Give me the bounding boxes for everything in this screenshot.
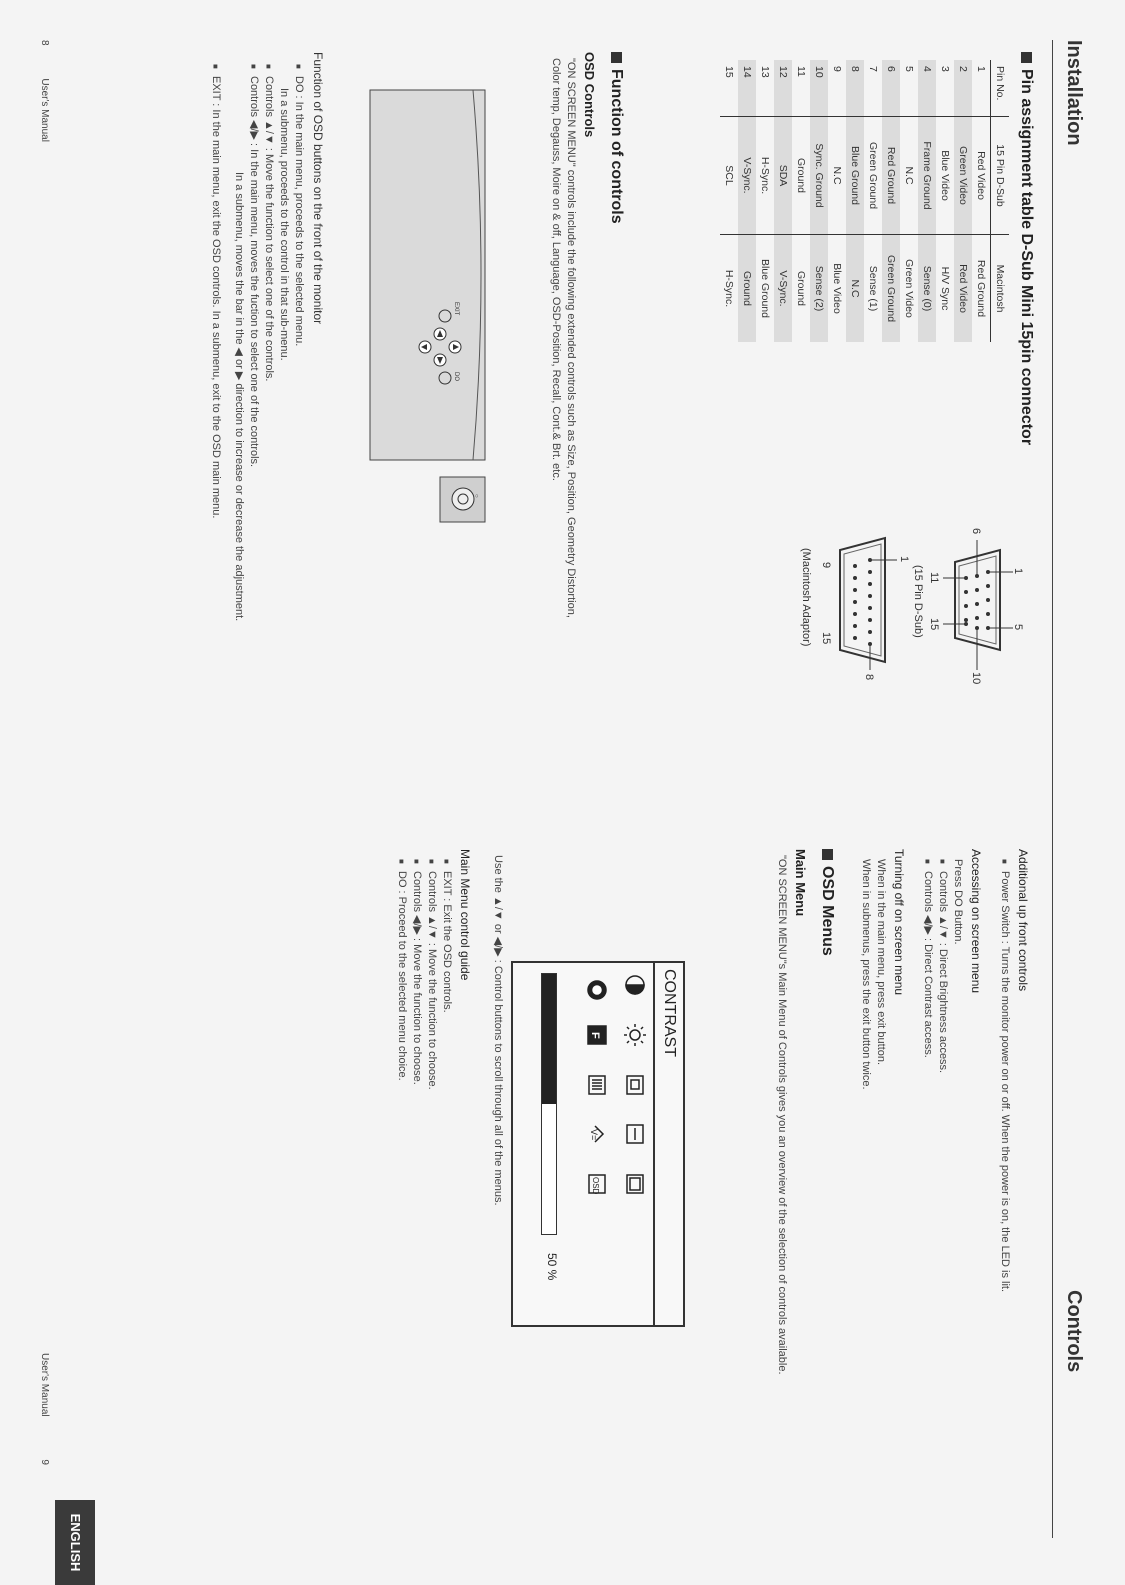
function-title — [607, 52, 625, 752]
pin-table-cell: H-Sync. — [723, 269, 735, 308]
pin-table-cell: Green Video — [954, 117, 972, 235]
pin-table-cell: SCL — [720, 117, 738, 235]
running-header-installation: Installation — [1063, 40, 1085, 146]
pin-table-cell: 10 — [810, 60, 828, 117]
dsub-15pin-diagram — [912, 528, 1024, 684]
footer-left — [39, 40, 50, 142]
osd-menus-title — [818, 849, 836, 1529]
mac-pin-label: 15 — [820, 632, 832, 645]
pin-table-cell: Blue Video — [936, 117, 954, 235]
right-top-section — [774, 849, 1040, 1529]
pin-table-cell: Ground — [795, 270, 807, 307]
turning-line: When in the main menu, press exit button. — [875, 859, 887, 1066]
pin-table-cell: 9 — [828, 60, 846, 117]
page-number: 8 — [39, 40, 50, 46]
mac-caption: (Macintosh Adaptor) — [800, 548, 812, 647]
mac-pin-label: 9 — [820, 562, 832, 569]
contrast-percent: 50 % — [545, 1253, 559, 1281]
guide-bullet: ■ DO : Proceed to the selected menu choice. — [394, 859, 409, 1529]
dsub-caption: (15 Pin D-Sub) — [912, 565, 924, 638]
moire-icon[interactable] — [589, 1076, 605, 1094]
contrast-icon[interactable] — [626, 976, 644, 994]
guide-bullet: ■ EXIT : Exit the OSD controls. — [439, 859, 454, 1529]
osd-menu-box — [511, 961, 685, 1327]
pin-table-cell: Blue Ground — [759, 259, 771, 318]
pin-table-row — [882, 60, 900, 342]
connector-diagrams — [765, 510, 1024, 690]
pin-table-row — [954, 60, 972, 342]
dsub-pin-label: 1 — [1012, 568, 1024, 575]
monitor-bezel — [370, 90, 485, 460]
main-menu-text: "ON SCREEN MENU"s Main Menu of Controls gives you an overview of the selection of controls available. — [776, 855, 788, 1375]
osd-button-bullet-sub: In a submenu, proceeds to the control in that sub-menu. — [278, 88, 290, 361]
guide-title: Main Menu control guide — [458, 849, 472, 981]
osd-controls-title: OSD Controls — [582, 52, 597, 138]
pin-table-cell: 1 — [972, 60, 991, 117]
pin-table-cell: N.C — [900, 117, 918, 235]
osd-button-bullet: ■ Controls ▲/▼ : Move the function to select one of the controls. — [261, 64, 276, 752]
pin-table-row — [918, 60, 936, 342]
mac-pin-label: 8 — [863, 674, 875, 681]
pin-table-row — [828, 60, 846, 342]
f-icon-letter: F — [589, 1032, 601, 1039]
osd-button-bullet-sub: In a submenu, moves the bar in the ◀ or ▶ direction to increase or decrease the adjustment. — [233, 172, 245, 622]
osd-box-title: CONTRAST — [653, 963, 683, 1325]
main-menu-title: Main Menu — [793, 849, 808, 917]
square-bullet-icon — [822, 849, 833, 860]
pin-table-cell: H-Sync. — [756, 117, 774, 235]
footer-right — [39, 1353, 50, 1465]
osd-menus-title-text: OSD Menus — [819, 866, 836, 956]
pin-table-cell: V-Sync. — [738, 117, 756, 235]
dsub-pin-label: 6 — [970, 528, 982, 535]
osd-button-bullet: ■ Controls ◀/▶ : In the main menu, moves the fuction to select one of the controls. — [246, 64, 261, 752]
pin-table-cell: H/V Sync — [939, 266, 951, 311]
accessing-bullet: ■ Controls ▲/▼ : Direct Brightness access. — [935, 859, 950, 1529]
pin-table-cell: Green Ground — [882, 235, 900, 343]
pin-table-row — [846, 60, 864, 342]
pin-table-cell: Sense (0) — [918, 235, 936, 343]
pin-table-cell: 8 — [846, 60, 864, 117]
pin-table-cell: 3 — [936, 60, 954, 117]
pin-section-title — [1017, 52, 1035, 772]
pin-table-row — [900, 60, 918, 342]
right-bottom-section — [394, 849, 505, 1529]
osd-controls-text: "ON SCREEN MENU" controls include the following extended controls such as Size, Position, Geometry Distortion, Color temp, Degauss, Moire on & off, Language, OSD-Position, Recall, Cont.& Brt. etc. — [550, 58, 577, 618]
pin-table-cell: 15 — [720, 60, 738, 117]
pin-table-cell: SDA — [774, 117, 792, 235]
mac-pin-label: 1 — [898, 556, 910, 563]
osd-icon-label: OSD — [591, 1177, 600, 1195]
pin-section-title-text: Pin assignment table D-Sub Mini 15pin connector — [1018, 69, 1035, 446]
pin-table-cell: Sync. Ground — [810, 117, 828, 235]
front-text: Function of OSD buttons on the front of the monitor — [311, 52, 325, 325]
pin-table-cell: Frame Ground — [918, 117, 936, 235]
macintosh-adaptor-diagram — [800, 538, 910, 680]
guide-bullet: ■ Controls ▲/▼ : Move the function to choose. — [424, 859, 439, 1529]
h-size-icon[interactable] — [627, 1076, 643, 1094]
dsub-pin-label: 10 — [970, 672, 982, 685]
pin-table-cell: N.C — [828, 117, 846, 235]
pin-table-cell: Sense (1) — [867, 265, 879, 312]
exit-label: EXIT — [453, 302, 459, 316]
pin-table-header-row — [991, 60, 1010, 342]
pin-table-row — [774, 60, 792, 342]
v-equal-icon: V= — [589, 1129, 599, 1141]
osd-button-bullet: ■ EXIT : In the main menu, exit the OSD controls. In a submenu, exit to the OSD main menu. — [208, 64, 223, 752]
pin-table-cell: Green Video — [903, 259, 915, 318]
dsub-pin-label: 5 — [1012, 624, 1024, 631]
pin-table-row — [972, 60, 991, 342]
front-panel-illustration — [355, 90, 485, 570]
turning-line: When in submenus, press the exit button twice. — [860, 859, 872, 1090]
pin-table-cell: 4 — [918, 60, 936, 117]
square-bullet-icon — [611, 52, 622, 63]
osd-icon-grid — [563, 963, 653, 1325]
scroll-text: Use the ▲/▼ or ◀/▶ : Control buttons to scroll through all of the menus. — [492, 855, 504, 1206]
dsub-pin-label: 11 — [928, 572, 940, 584]
pin-table-row — [936, 60, 954, 342]
right-page — [0, 793, 1125, 1585]
pin-table-cell: Ground — [792, 117, 810, 235]
pin-table-cell: Red Video — [972, 117, 991, 235]
osd-button-bullets — [208, 52, 306, 752]
contrast-bar[interactable] — [541, 973, 557, 1235]
pin-table-cell: 6 — [882, 60, 900, 117]
power-led-label: ○ — [473, 494, 479, 498]
pin-table-row — [738, 60, 756, 342]
pin-table-cell: 14 — [738, 60, 756, 117]
degauss-icon[interactable] — [588, 981, 606, 999]
pin-table-cell: 7 — [864, 60, 882, 117]
pin-table-cell: Sense (2) — [810, 235, 828, 343]
pin-table-cell: 12 — [774, 60, 792, 117]
pin-table-row — [792, 60, 810, 342]
pin-table-header: 15 Pin D-Sub — [991, 117, 1010, 235]
front-controls-text — [208, 52, 325, 752]
accessing-bullet: ■ Controls ◀/▶ : Direct Contrast access. — [920, 859, 935, 1529]
pin-table-cell: Blue Video — [831, 263, 843, 314]
osd-button-bullet: ■ DO : In the main menu, proceeds to the selected menu. — [291, 64, 306, 752]
pin-table-header: Pin No. — [991, 60, 1010, 117]
pin-table-cell: 11 — [792, 60, 810, 117]
pin-table-row — [810, 60, 828, 342]
v-size-icon[interactable] — [627, 1175, 643, 1193]
guide-bullet: ■ Controls ◀/▶ : Move the function to choose. — [409, 859, 424, 1529]
pin-table-cell: Blue Ground — [846, 117, 864, 235]
pin-table-cell: 2 — [954, 60, 972, 117]
pin-table-header: Macintosh — [991, 235, 1010, 343]
turning-title: Turning off on screen menu — [892, 849, 906, 996]
pin-table-row — [864, 60, 882, 342]
pin-table-row — [756, 60, 774, 342]
function-title-text: Function of controls — [608, 69, 625, 224]
pin-table-cell: 5 — [900, 60, 918, 117]
pin-table — [720, 60, 1009, 342]
square-bullet-icon — [1021, 52, 1032, 63]
pin-table-cell: Red Ground — [882, 117, 900, 235]
pin-table-cell: V-Sync. — [774, 235, 792, 343]
pin-table-cell: Red Ground — [975, 259, 987, 318]
function-section — [548, 52, 625, 752]
header-rule — [1052, 838, 1053, 1538]
pin-table-cell: Ground — [738, 235, 756, 343]
accessing-title: Accessing on screen menu — [969, 849, 983, 994]
page-number: 9 — [39, 1459, 50, 1465]
dsub-pin-label: 15 — [928, 618, 940, 631]
additional-bullet: ■ Power Switch : Turns the monitor power on or off. When the power is on, the LED is lit. — [997, 859, 1012, 1529]
left-page — [0, 0, 1125, 792]
accessing-line: Press DO Button. — [952, 859, 964, 945]
contrast-bar-fill — [542, 974, 556, 1104]
brightness-icon[interactable] — [624, 1024, 646, 1046]
do-label: DO — [453, 372, 459, 381]
footer-text: User's Manual — [39, 1353, 50, 1417]
power-button[interactable] — [452, 488, 474, 510]
running-header-controls: Controls — [1063, 1290, 1085, 1373]
language-tab: ENGLISH — [55, 1500, 95, 1585]
spacer — [223, 52, 231, 752]
pin-table-cell: N.C — [846, 235, 864, 343]
pin-table-cell: Green Ground — [864, 117, 882, 235]
additional-title: Additional up front controls — [1016, 849, 1030, 992]
pin-table-cell: Red Video — [954, 235, 972, 343]
pin-table-cell: 13 — [756, 60, 774, 117]
h-position-icon[interactable] — [627, 1125, 643, 1143]
pin-table-row — [720, 60, 738, 342]
footer-text: User's Manual — [39, 78, 50, 142]
